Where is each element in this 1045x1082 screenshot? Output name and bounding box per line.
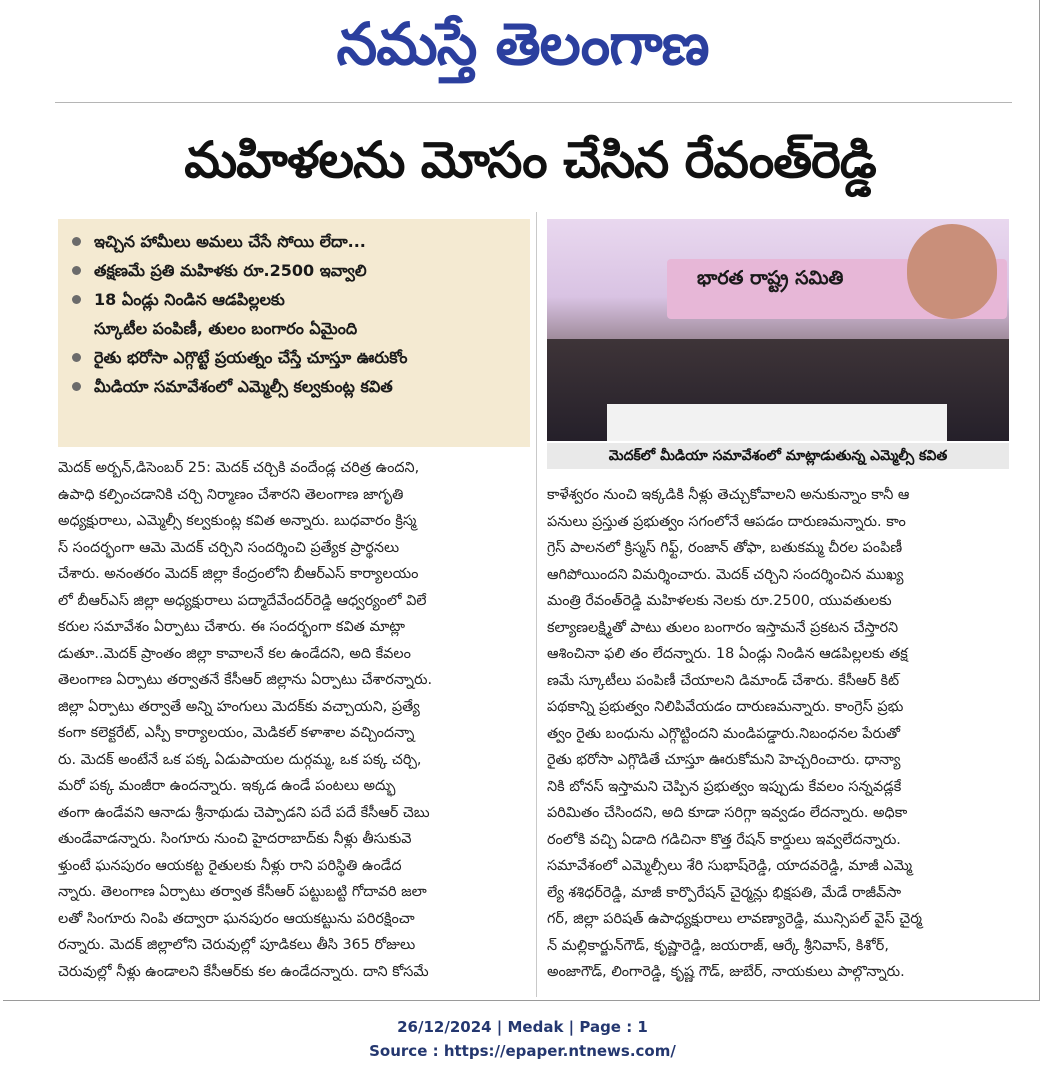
text-line: సమావేశంలో ఎమ్మెల్సీలు శేరి సుభాష్‌రెడ్డి, యాదవరెడ్డి, మాజీ ఎమ్మె xyxy=(547,858,913,874)
text-line: ణమే స్కూటీలు పంపిణీ చేయాలని డిమాండ్ చేశారు. కేసీఆర్ కిట్ xyxy=(547,672,900,689)
text-line: నికి బోనస్ ఇస్తామని చెప్పిన ప్రభుత్వం ఇప్పుడు కేవలం సన్నవడ్లకే xyxy=(547,778,902,795)
text-line: లో బీఆర్ఎస్ జిల్లా అధ్యక్షురాలు పద్మాదేవేందర్‌రెడ్డి ఆధ్వర్యంలో విలే xyxy=(58,592,427,609)
highlight-item: మీడియా సమావేశంలో ఎమ్మెల్సీ కల్వకుంట్ల కవిత xyxy=(70,372,530,401)
text-line: ఉపాధి కల్పించడానికి చర్చి నిర్మాణం చేశారని తెలంగాణ జాగృతి xyxy=(58,486,404,503)
highlight-item: 18 ఏండ్లు నిండిన ఆడపిల్లలకు xyxy=(70,285,530,314)
bullet-icon xyxy=(72,295,81,304)
text-line: కల్యాణలక్ష్మితో పాటు తులం బంగారం ఇస్తామనే ప్రకటన చేస్తారని xyxy=(547,619,899,636)
article-column-left xyxy=(58,455,526,985)
text-line: లతో సింగూరు నింపి తద్వారా ఘనపురం ఆయకట్టును పరిరక్షించా xyxy=(58,910,415,927)
photo-caption: మెదక్‌లో మీడియా సమావేశంలో మాట్లాడుతున్న ఎమ్మెల్సీ కవిత xyxy=(547,443,1009,469)
masthead-logo: నమస్తే తెలంగాణ xyxy=(336,10,709,78)
text-line: జిల్లా ఏర్పాటు తర్వాతే అన్ని హంగులు మెదక్‌కు వచ్చాయని, ప్రత్యే xyxy=(58,698,420,715)
text-line: డుతూ..మెదక్ ప్రాంతం జిల్లా కావాలనే కల ఉండేదని, అది కేవలం xyxy=(58,645,411,662)
text-line: న్నారు. తెలంగాణ ఏర్పాటు తర్వాత కేసీఆర్ పట్టుబట్టి గోదావరి జలా xyxy=(58,884,427,900)
highlight-item: రైతు భరోసా ఎగ్గొట్టే ప్రయత్నం చేస్తే చూస్తూ ఊరుకోం xyxy=(70,343,530,372)
highlight-item-continued: స్కూటీల పంపిణీ, తులం బంగారం ఏమైంది xyxy=(94,319,358,338)
text-line: చేశారు. అనంతరం మెదక్ జిల్లా కేంద్రంలోని బీఆర్ఎస్ కార్యాలయం xyxy=(58,566,419,582)
text-line: మరో పక్క మంజీరా ఉందన్నారు. ఇక్కడ ఉండే పంటలు అద్భు xyxy=(58,778,396,794)
text-line: న్ మల్లికార్జున్‌గౌడ్, కృష్ణారెడ్డి, జయరాజ్, ఆర్కే శ్రీనివాస్, కిశోర్, xyxy=(547,937,889,954)
text-line: ఆశించినా ఫలి తం లేదన్నారు. 18 ఏండ్లు నిండిన ఆడపిల్లలకు తక్ష xyxy=(547,646,908,662)
text-line: ళ్తుంటే ఘనపురం ఆయకట్ట రైతులకు నీళ్లు రాని పరిస్థితి ఉండేద xyxy=(58,857,402,874)
footer-date-line: 26/12/2024 | Medak | Page : 1 xyxy=(397,1018,648,1036)
text-line: త్వం రైతు బంధును ఎగ్గొట్టిందని మండిపడ్డారు.నిబంధనల పేరుతో xyxy=(547,725,901,742)
text-line: తెలంగాణ ఏర్పాటు తర్వాతనే కేసీఆర్ జిల్లాను ఏర్పాటు చేశారన్నారు. xyxy=(58,672,433,688)
text-line: ల్యే శశిధర్‌రెడ్డి, మాజీ కార్పొరేషన్ చైర్మన్లు భిక్షపతి, మేడే రాజీవ్‌సా xyxy=(547,884,902,901)
text-line: రన్నారు. మెదక్ జిల్లాలోని చెరువుల్లో పూడికలు తీసి 365 రోజులు xyxy=(58,937,416,953)
bullet-icon xyxy=(72,237,81,246)
highlight-item: తక్షణమే ప్రతి మహిళకు రూ.2500 ఇవ్వాలి xyxy=(70,256,530,285)
highlights-box xyxy=(58,219,530,447)
column-divider xyxy=(536,212,537,997)
text-line: కాళేశ్వరం నుంచి ఇక్కడికి నీళ్లు తెచ్చుకోవాలని అనుకున్నాం కానీ ఆ xyxy=(547,487,910,503)
article-headline: మహిళలను మోసం చేసిన రేవంత్‌రెడ్డి xyxy=(184,131,876,189)
text-line: అంజాగౌడ్, లింగారెడ్డి, కృష్ణ గౌడ్, జుబేర్, నాయకులు పాల్గొన్నారు. xyxy=(547,964,905,980)
news-photo xyxy=(547,219,1009,441)
article-column-right xyxy=(547,482,1009,986)
text-line: గర్, జిల్లా పరిషత్ ఉపాధ్యక్షురాలు లావణ్యారెడ్డి, మున్సిపల్ వైస్ చైర్మ xyxy=(547,911,922,927)
text-line: రంలోకి వచ్చి ఏడాది గడిచినా కొత్త రేషన్ కార్డులు ఇవ్వలేదన్నారు. xyxy=(547,831,901,848)
text-line: రు. మెదక్ అంటేనే ఒక పక్క ఏడుపాయల దుర్గమ్మ, ఒక పక్క చర్చి, xyxy=(58,751,422,768)
masthead-rule xyxy=(55,102,1012,103)
text-line: పనులు ప్రస్తుత ప్రభుత్వం సగంలోనే ఆపడం దారుణమన్నారు. కాం xyxy=(547,513,906,530)
text-line: అధ్యక్షురాలు, ఎమ్మెల్సీ కల్వకుంట్ల కవిత అన్నారు. బుధవారం క్రిస్మ xyxy=(58,513,417,529)
text-line: తుండేవాడన్నారు. సింగూరు నుంచి హైదరాబాద్‌కు నీళ్లు తీసుకువె xyxy=(58,831,412,847)
text-line: కరుల సమావేశం ఏర్పాటు చేశారు. ఈ సందర్భంగా కవిత మాట్లా xyxy=(58,619,406,635)
footer-source-line: Source : https://epaper.ntnews.com/ xyxy=(369,1042,676,1060)
highlight-item: ఇచ్చిన హామీలు అమలు చేసే సోయి లేదా... xyxy=(70,227,530,256)
text-line: చెరువుల్లో నీళ్లు ఉండాలని కేసీఆర్‌కు కల ఉండేదన్నారు. దాని కోసమే xyxy=(58,963,429,980)
press-table xyxy=(607,404,947,441)
text-line: స్ సందర్భంగా ఆమె మెదక్ చర్చిని సందర్శించి ప్రత్యేక ప్రార్థనలు xyxy=(58,539,400,556)
text-line: రైతు భరోసా ఎగ్గొడితే చూస్తూ ఊరుకోమని హెచ్చరించారు. ధాన్యా xyxy=(547,752,901,768)
text-line: మెదక్ అర్బన్,డిసెంబర్ 25: మెదక్ చర్చికి వందేండ్ల చరిత్ర ఉందని, xyxy=(58,460,420,476)
text-line: కంగా కలెక్టరేట్, ఎస్పీ కార్యాలయం, మెడికల్ కళాశాల వచ్చిందన్నా xyxy=(58,725,415,741)
bullet-icon xyxy=(72,266,81,275)
bullet-icon xyxy=(72,382,81,391)
text-line: పథకాన్ని ప్రభుత్వం నిలిపివేయడం దారుణమన్నారు. కాంగ్రెస్ ప్రభు xyxy=(547,699,904,715)
text-line: మంత్రి రేవంత్‌రెడ్డి మహిళలకు నెలకు రూ.2500, యువతులకు xyxy=(547,593,892,609)
text-line: పరిమితం చేసిందని, అది కూడా సరిగ్గా ఇవ్వడం లేదన్నారు. అధికా xyxy=(547,805,908,821)
text-line: ఆగిపోయిందని విమర్శించారు. మెదక్ చర్చిని సందర్శించిన ముఖ్య xyxy=(547,566,904,583)
bullet-icon xyxy=(72,353,81,362)
banner-text: భారత రాష్ట్ర సమితి xyxy=(697,267,844,289)
text-line: గ్రెస్ పాలనలో క్రిస్మస్ గిఫ్ట్, రంజాన్ తోఫా, బతుకమ్మ చీరల పంపిణీ xyxy=(547,540,903,556)
text-line: తంగా ఉండేవని ఆనాడు శ్రీనాథుడు చెప్పాడని పదే పదే కేసీఆర్ చెబు xyxy=(58,804,430,821)
leader-portrait xyxy=(907,224,997,319)
